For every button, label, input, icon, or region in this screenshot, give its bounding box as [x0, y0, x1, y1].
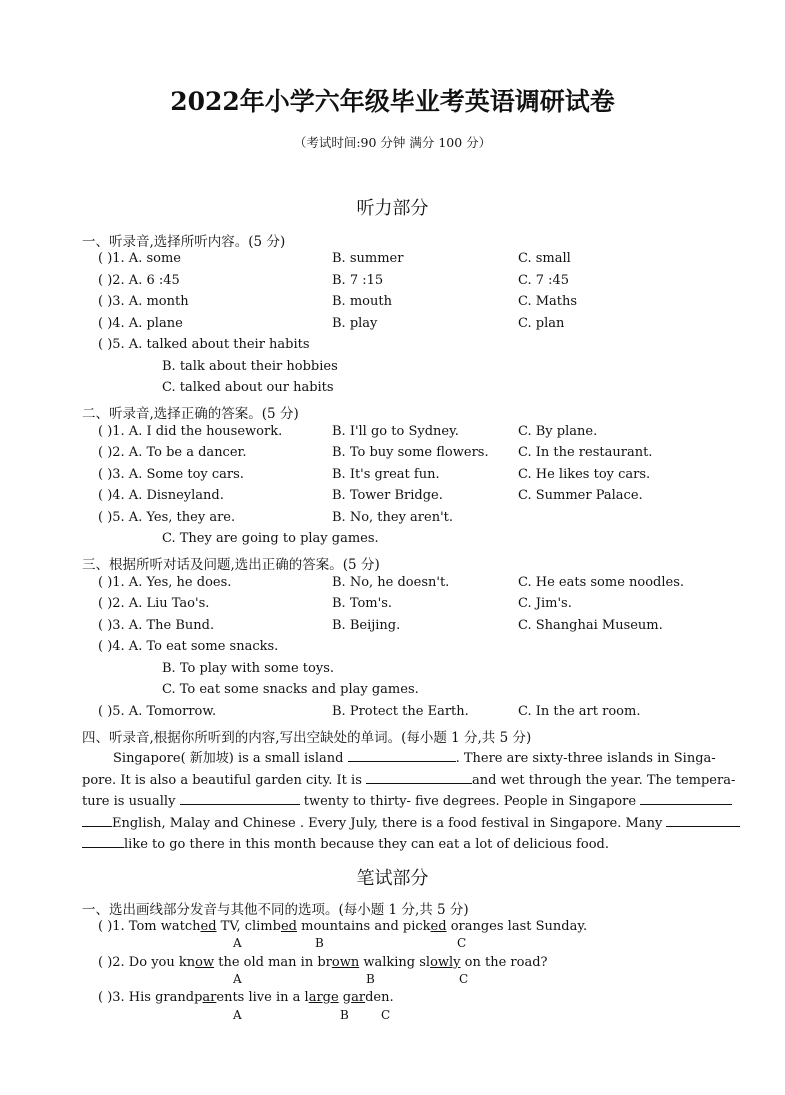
option-c: C. He eats some noodles. — [518, 575, 685, 590]
option-c: C. Jim's. — [518, 596, 572, 611]
question-row — [0, 704, 785, 724]
option-c: C. To eat some snacks and play games. — [162, 682, 419, 697]
underlined-part: ar — [202, 990, 217, 1005]
question-row — [0, 488, 785, 508]
answer-blank[interactable] — [82, 833, 124, 848]
option-label-b: B — [340, 1008, 349, 1022]
option-b: B. No, they aren't. — [332, 510, 454, 525]
sentence-text: mountains and pick — [296, 919, 431, 934]
question-row — [0, 575, 785, 595]
question-row — [0, 531, 785, 551]
exam-info: （考试时间:90 分钟 满分 100 分） — [293, 135, 492, 150]
question-stem[interactable]: ( )1. A. I did the housework. — [98, 424, 283, 439]
option-b: B. It's great fun. — [332, 467, 440, 482]
option-b: B. play — [332, 316, 378, 331]
listening-part2-heading: 二、听录音,选择正确的答案。(5 分) — [82, 406, 299, 422]
option-b: B. Tom's. — [332, 596, 393, 611]
option-label-b: B — [315, 936, 324, 950]
page-title: 2022年小学六年级毕业考英语调研试卷 — [170, 87, 615, 116]
question-stem[interactable]: ( )4. A. To eat some snacks. — [98, 639, 279, 654]
written-section-title: 笔试部分 — [356, 868, 429, 889]
answer-blank[interactable] — [82, 812, 112, 827]
question-row — [0, 510, 785, 530]
option-c: C. In the restaurant. — [518, 445, 653, 460]
question-row — [0, 294, 785, 314]
option-b: B. summer — [332, 251, 404, 266]
sentence-text: g — [338, 990, 352, 1005]
answer-blank[interactable] — [666, 812, 740, 827]
option-label-c: C — [381, 1008, 391, 1022]
option-b: B. To buy some flowers. — [332, 445, 489, 460]
sentence-text: walking sl — [359, 955, 431, 970]
question-stem[interactable]: ( )5. A. Yes, they are. — [98, 510, 236, 525]
question-row — [0, 618, 785, 638]
phonics-question-1 — [98, 919, 587, 934]
sentence-text: oranges last Sunday. — [446, 919, 588, 934]
underlined-part: ed — [430, 919, 447, 934]
option-c: C. By plane. — [518, 424, 598, 439]
sentence-text: ents live in a l — [216, 990, 309, 1005]
phonics-question-2 — [98, 955, 548, 970]
underlined-part: own — [331, 955, 360, 970]
question-stem[interactable]: ( )4. A. plane — [98, 316, 183, 331]
question-row — [0, 359, 785, 379]
listening-part4-heading: 四、听录音,根据你所听到的内容,写出空缺处的单词。(每小题 1 分,共 5 分) — [82, 730, 532, 746]
answer-blank[interactable] — [348, 747, 456, 762]
answer-blank[interactable] — [366, 769, 472, 784]
passage-text: and wet through the year. The tempera- — [472, 773, 736, 788]
question-row — [0, 661, 785, 681]
option-c: C. They are going to play games. — [162, 531, 379, 546]
question-row — [0, 380, 785, 400]
option-c: C. Summer Palace. — [518, 488, 643, 503]
option-c: C. Maths — [518, 294, 578, 309]
question-row — [0, 424, 785, 444]
question-stem[interactable]: ( )2. A. 6 :45 — [98, 273, 180, 288]
passage-text: twenty to thirty- five degrees. People in Singapore — [303, 794, 637, 809]
listening-part3-heading: 三、根据所听对话及问题,选出正确的答案。(5 分) — [82, 557, 380, 573]
passage-text: ture is usually — [82, 794, 176, 809]
underlined-part: owly — [430, 955, 461, 970]
underlined-part: ow — [195, 955, 215, 970]
option-c: C. 7 :45 — [518, 273, 570, 288]
option-label-a: A — [233, 936, 242, 950]
question-row — [0, 251, 785, 271]
underlined-part: ed — [280, 919, 297, 934]
option-b: B. Beijing. — [332, 618, 401, 633]
answer-blank[interactable] — [180, 790, 300, 805]
question-stem[interactable]: ( )1. A. some — [98, 251, 181, 266]
option-c: C. plan — [518, 316, 565, 331]
listening-part1-heading: 一、听录音,选择所听内容。(5 分) — [82, 234, 286, 250]
question-row — [0, 337, 785, 357]
listening-section-title: 听力部分 — [356, 198, 429, 219]
written-part1-heading: 一、选出画线部分发音与其他不同的选项。(每小题 1 分,共 5 分) — [82, 902, 469, 918]
option-c: C. small — [518, 251, 571, 266]
option-b: B. Tower Bridge. — [332, 488, 443, 503]
option-b: B. To play with some toys. — [162, 661, 335, 676]
question-row — [0, 639, 785, 659]
question-stem[interactable]: ( )3. His grandp — [98, 990, 203, 1005]
underlined-part: ar — [351, 990, 366, 1005]
question-stem[interactable]: ( )2. A. To be a dancer. — [98, 445, 247, 460]
option-c: C. talked about our habits — [162, 380, 334, 395]
question-row — [0, 445, 785, 465]
sentence-text: the old man in br — [214, 955, 332, 970]
option-b: B. talk about their hobbies — [162, 359, 338, 374]
sentence-text: TV, climb — [216, 919, 281, 934]
option-label-a: A — [233, 972, 242, 986]
question-stem[interactable]: ( )4. A. Disneyland. — [98, 488, 224, 503]
question-stem[interactable]: ( )1. A. Yes, he does. — [98, 575, 232, 590]
passage-text: like to go there in this month because they can eat a lot of delicious food. — [124, 837, 609, 852]
question-row — [0, 273, 785, 293]
sentence-text: den. — [365, 990, 394, 1005]
option-b: B. No, he doesn't. — [332, 575, 450, 590]
question-row — [0, 682, 785, 702]
option-label-c: C — [457, 936, 467, 950]
option-label-a: A — [233, 1008, 242, 1022]
question-row — [0, 467, 785, 487]
answer-blank[interactable] — [640, 790, 732, 805]
underlined-part: ed — [200, 919, 217, 934]
question-stem[interactable]: ( )2. Do you kn — [98, 955, 196, 970]
sentence-text: on the road? — [460, 955, 548, 970]
passage-text: . There are sixty-three islands in Singa- — [455, 751, 716, 766]
question-stem[interactable]: ( )5. A. talked about their habits — [98, 337, 310, 352]
option-c: C. Shanghai Museum. — [518, 618, 663, 633]
question-stem[interactable]: ( )1. Tom watch — [98, 919, 201, 934]
passage-text: Singapore( 新加坡) is a small island — [113, 751, 344, 766]
question-row — [0, 316, 785, 336]
option-label-b: B — [366, 972, 375, 986]
option-b: B. 7 :15 — [332, 273, 384, 288]
passage-text: pore. It is also a beautiful garden city. It is — [82, 773, 362, 788]
option-b: B. mouth — [332, 294, 392, 309]
option-b: B. Protect the Earth. — [332, 704, 469, 719]
option-c: C. He likes toy cars. — [518, 467, 651, 482]
option-label-c: C — [459, 972, 469, 986]
underlined-part: arge — [308, 990, 339, 1005]
question-stem[interactable]: ( )5. A. Tomorrow. — [98, 704, 217, 719]
question-stem[interactable]: ( )2. A. Liu Tao's. — [98, 596, 210, 611]
option-c: C. In the art room. — [518, 704, 641, 719]
question-stem[interactable]: ( )3. A. The Bund. — [98, 618, 215, 633]
phonics-question-3 — [98, 990, 394, 1005]
option-b: B. I'll go to Sydney. — [332, 424, 459, 439]
question-stem[interactable]: ( )3. A. month — [98, 294, 189, 309]
question-row — [0, 596, 785, 616]
question-stem[interactable]: ( )3. A. Some toy cars. — [98, 467, 244, 482]
passage-text: English, Malay and Chinese . Every July, there is a food festival in Singapore. Many — [112, 816, 663, 831]
